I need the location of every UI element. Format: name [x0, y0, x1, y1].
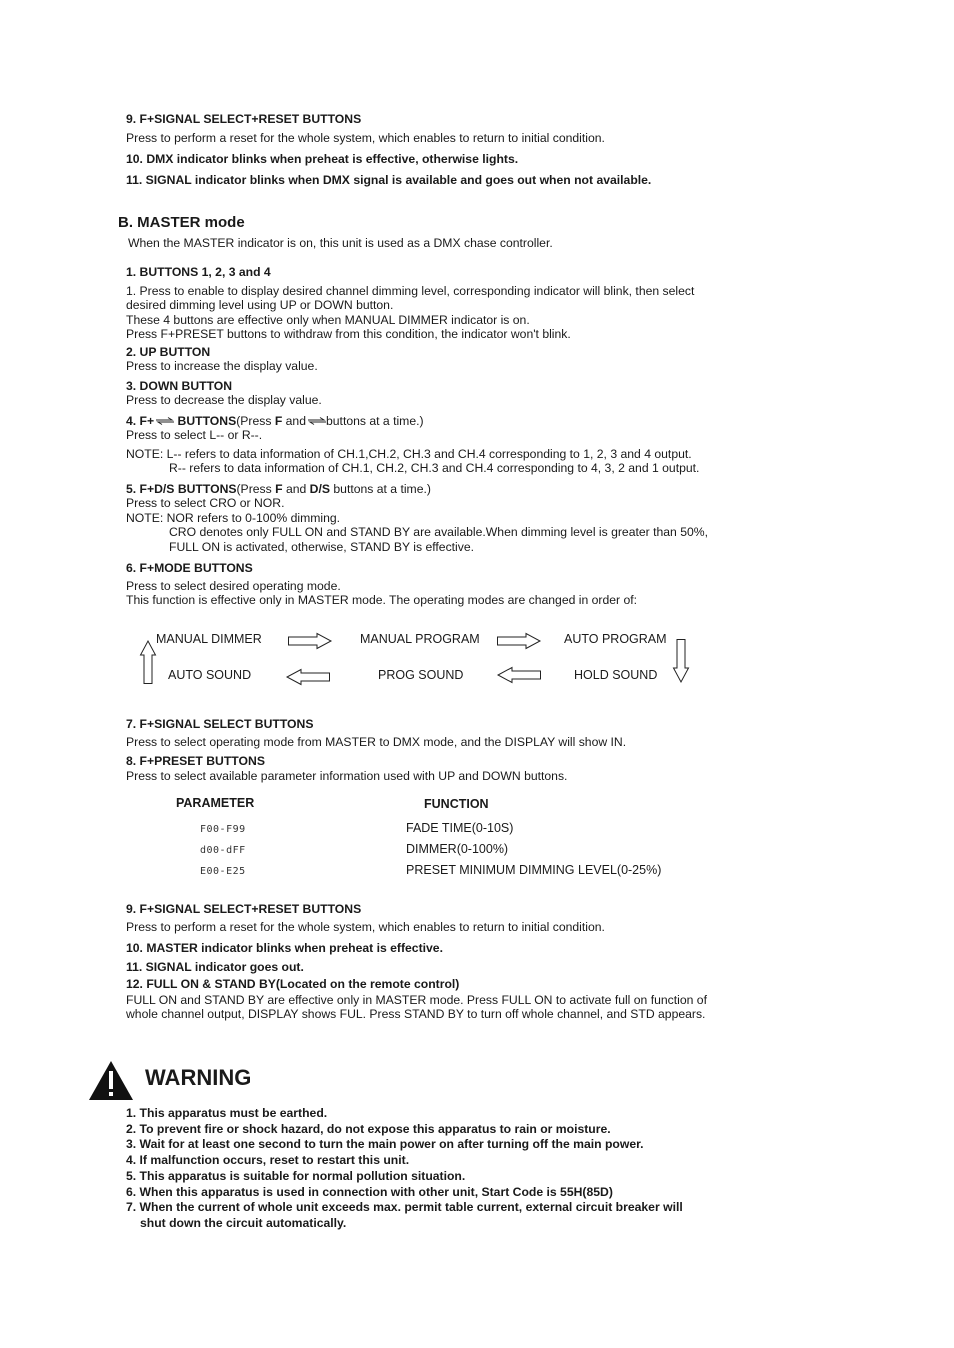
f-mode-line2: This function is effective only in MASTER mode. The operating modes are changed in order of: — [126, 593, 638, 607]
warning-item: 7. When the current of whole unit exceeds max. permit table current, external circuit breaker will — [126, 1200, 683, 1215]
full-on-title: 12. FULL ON & STAND BY(Located on the remote control) — [126, 977, 460, 991]
up-button-title: 2. UP BUTTON — [126, 344, 211, 359]
f-arrow-label-a: 4. F+ — [126, 413, 155, 428]
mode-prog-sound: PROG SOUND — [378, 668, 464, 682]
f-ds-paren-f: F — [275, 481, 283, 496]
buttons-1-4-line2: desired dimming level using UP or DOWN button. — [126, 298, 394, 312]
param-function: DIMMER(0-100%) — [406, 842, 509, 856]
f-arrow-paren-c: buttons at a time.) — [326, 413, 424, 428]
warning-item: 2. To prevent fire or shock hazard, do not expose this apparatus to rain or moisture. — [126, 1121, 611, 1136]
signal-indicator-text: 11. SIGNAL indicator goes out. — [126, 959, 304, 974]
warning-item-continuation: shut down the circuit automatically. — [140, 1215, 347, 1230]
buttons-1-4-line1: 1. Press to enable to display desired channel dimming level, corresponding indicator will blink, then select — [126, 283, 695, 298]
master-sections — [126, 265, 766, 608]
full-on-line2: whole channel output, DISPLAY shows FUL. Press STAND BY to turn off whole channel, and STD appears. — [126, 1007, 706, 1021]
param-function: PRESET MINIMUM DIMMING LEVEL(0-25%) — [406, 863, 662, 877]
f-signal-select-text: Press to select operating mode from MASTER to DMX mode, and the DISPLAY will show IN. — [126, 734, 627, 749]
f-ds-title — [126, 482, 766, 497]
master-mode-heading: B. MASTER mode — [118, 214, 245, 231]
double-arrow-icon — [154, 417, 174, 425]
mode-manual-program: MANUAL PROGRAM — [360, 632, 480, 646]
f-arrow-text: Press to select L-- or R--. — [126, 428, 263, 442]
section-11-text: 11. SIGNAL indicator blinks when DMX signal is available and goes out when not available. — [126, 172, 652, 187]
param-code: F00-F99 — [200, 824, 246, 835]
arrow-right-icon — [288, 633, 332, 649]
reset-buttons-text: Press to perform a reset for the whole system, which enables to return to initial condition. — [126, 919, 605, 934]
f-ds-paren-c: buttons at a time.) — [330, 481, 431, 496]
mode-auto-program: AUTO PROGRAM — [564, 632, 667, 646]
mode-auto-sound: AUTO SOUND — [168, 668, 252, 682]
f-ds-paren-ds: D/S — [309, 481, 330, 496]
f-arrow-note2: R-- refers to data information of CH.1, CH.2, CH.3 and CH.4 corresponding to 4, 3, 2 and 1 output. — [169, 461, 700, 475]
arrow-down-icon — [673, 639, 689, 683]
mode-hold-sound: HOLD SOUND — [574, 668, 658, 682]
master-intro: When the MASTER indicator is on, this unit is used as a DMX chase controller. — [128, 236, 553, 250]
parameter-header: PARAMETER — [176, 796, 255, 810]
arrow-left-icon — [497, 667, 541, 683]
f-mode-line1: Press to select desired operating mode. — [126, 578, 341, 593]
down-button-title: 3. DOWN BUTTON — [126, 378, 233, 393]
f-preset-text: Press to select available parameter information used with UP and DOWN buttons. — [126, 768, 568, 783]
master-indicator-text: 10. MASTER indicator blinks when preheat is effective. — [126, 941, 443, 955]
warning-triangle-icon — [88, 1060, 134, 1101]
f-arrow-paren-f: F — [274, 413, 283, 428]
full-on-line1: FULL ON and STAND BY are effective only in MASTER mode. Press FULL ON to activate full on function of — [126, 992, 707, 1007]
f-ds-note3: FULL ON is activated, otherwise, STAND BY is effective. — [169, 539, 475, 554]
warning-item: 1. This apparatus must be earthed. — [126, 1106, 328, 1120]
f-arrow-buttons-title — [126, 414, 766, 429]
warning-list — [126, 1106, 746, 1232]
mode-manual-dimmer: MANUAL DIMMER — [156, 632, 262, 646]
param-code: E00-E25 — [200, 866, 246, 877]
f-ds-text: Press to select CRO or NOR. — [126, 496, 285, 510]
f-arrow-paren-a: (Press — [236, 413, 275, 428]
section-10-text: 10. DMX indicator blinks when preheat is effective, otherwise lights. — [126, 152, 519, 166]
f-arrow-label-b: BUTTONS — [177, 413, 237, 428]
f-mode-title: 6. F+MODE BUTTONS — [126, 561, 253, 575]
arrow-right-icon — [497, 633, 541, 649]
param-code: d00-dFF — [200, 845, 246, 856]
warning-item: 5. This apparatus is suitable for normal pollution situation. — [126, 1168, 466, 1183]
lower-sections-a — [126, 717, 766, 783]
arrow-left-icon — [286, 669, 330, 685]
warning-title: WARNING — [145, 1065, 252, 1090]
function-header: FUNCTION — [424, 797, 489, 811]
buttons-1-4-line4: Press F+PRESET buttons to withdraw from this condition, the indicator won't blink. — [126, 327, 571, 341]
f-arrow-note1: NOTE: L-- refers to data information of CH.1,CH.2, CH.3 and CH.4 corresponding to 1, 2, 3 and 4 output. — [126, 446, 692, 461]
arrow-up-icon — [140, 640, 156, 684]
f-preset-title: 8. F+PRESET BUTTONS — [126, 754, 265, 768]
warning-item: 3. Wait for at least one second to turn the main power on after turning off the main power. — [126, 1137, 644, 1152]
f-ds-note1: NOTE: NOR refers to 0-100% dimming. — [126, 510, 341, 525]
f-ds-paren-a: (Press — [236, 481, 276, 496]
warning-item: 6. When this apparatus is used in connection with other unit, Start Code is 55H(85D) — [126, 1184, 613, 1199]
f-ds-label: 5. F+D/S BUTTONS — [126, 481, 237, 496]
reset-buttons-title: 9. F+SIGNAL SELECT+RESET BUTTONS — [126, 902, 362, 916]
section-9-text: Press to perform a reset for the whole system, which enables to return to initial condition. — [126, 130, 605, 145]
buttons-1-4-line3: These 4 buttons are effective only when MANUAL DIMMER indicator is on. — [126, 312, 530, 327]
warning-item: 4. If malfunction occurs, reset to restart this unit. — [126, 1153, 410, 1168]
f-ds-paren-b: and — [282, 481, 310, 496]
up-button-text: Press to increase the display value. — [126, 359, 318, 373]
f-ds-note2: CRO denotes only FULL ON and STAND BY are available.When dimming level is greater than 50%, — [169, 525, 708, 539]
down-button-text: Press to decrease the display value. — [126, 393, 322, 407]
buttons-1-4-title: 1. BUTTONS 1, 2, 3 and 4 — [126, 265, 271, 279]
f-signal-select-title: 7. F+SIGNAL SELECT BUTTONS — [126, 717, 314, 731]
top-section — [126, 112, 766, 187]
param-function: FADE TIME(0-10S) — [406, 821, 514, 835]
lower-sections-b — [126, 902, 766, 1022]
section-9-title: 9. F+SIGNAL SELECT+RESET BUTTONS — [126, 112, 362, 126]
f-arrow-paren-b: and — [282, 413, 306, 428]
double-arrow-icon — [306, 417, 326, 425]
